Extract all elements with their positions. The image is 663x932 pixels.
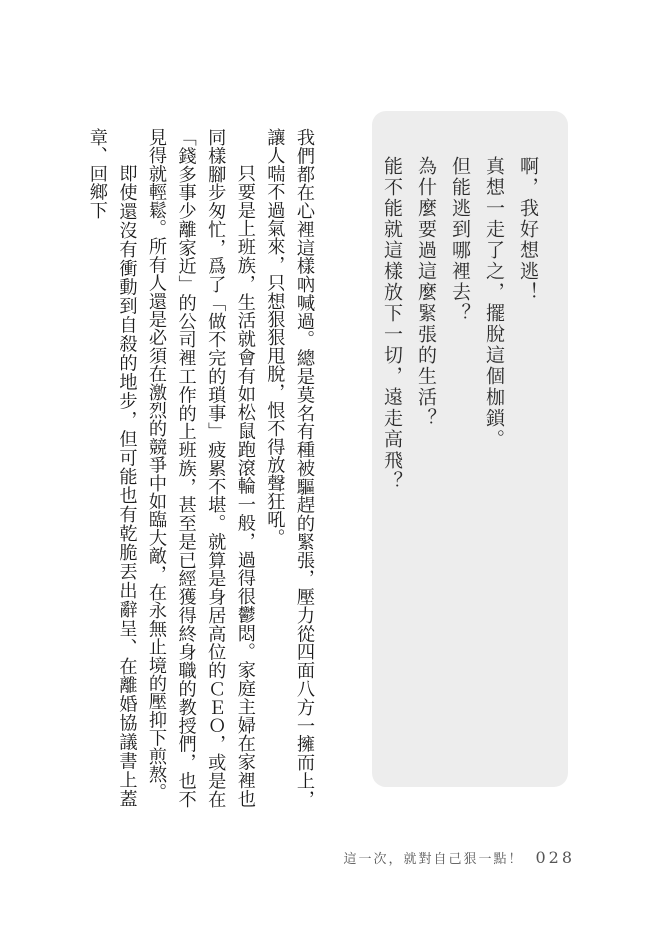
body-paragraph: 即使還沒有衝動到自殺的地步，但可能也有乾脆丟出辭呈、在離婚協議書上蓋章、回鄉下 — [86, 128, 138, 808]
quote-line: 能不能就這樣放下一切，遠走高飛？ — [381, 156, 403, 492]
quote-line: 但能逃到哪裡去？ — [449, 156, 471, 324]
body-paragraph: 我們都在心裡這樣吶喊過。總是莫名有種被驅趕的緊張，壓力從四面八方一擁而上，讓人喘不過氣來，只想狠狠甩脫，恨不得放聲狂吼。 — [264, 128, 315, 808]
page-footer — [343, 848, 575, 867]
quote-text — [375, 156, 545, 756]
body-text — [82, 128, 319, 808]
quote-line: 真想一走了之，擺脫這個枷鎖。 — [483, 156, 505, 450]
body-paragraph: 只要是上班族，生活就會有如松鼠跑滾輪一般，過得很鬱悶。家庭主婦在家裡也同樣腳步匆忙，爲了「做不完的瑣事」疲累不堪。就算是身居高位的ＣＥＯ，或是在「錢多事少離家近」的公司裡工作的上班族，甚至是已經獲得終身職的教授們，也不見得就輕鬆。所有人還是必須在激烈的競爭中如臨大敵，在永無止境的壓抑下煎熬。 — [146, 128, 256, 808]
page-number: 028 — [535, 848, 575, 867]
running-title: 這一次，就對自己狠一點！ — [343, 852, 524, 867]
quote-line: 為什麼要過這麼緊張的生活？ — [415, 156, 437, 429]
quote-line: 啊，我好想逃！ — [517, 156, 539, 303]
